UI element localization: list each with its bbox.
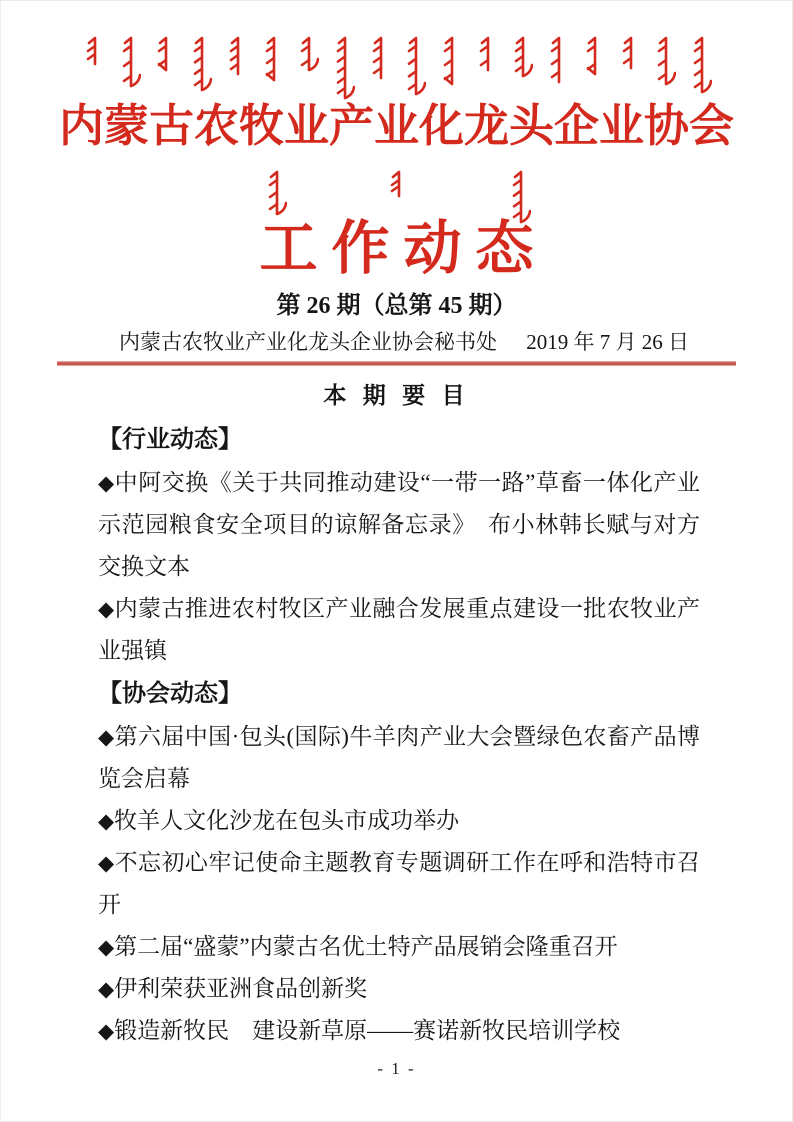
toc-item: [98, 800, 700, 842]
toc-item-text: 第二届“盛蒙”内蒙古名优土特产品展销会隆重召开: [114, 934, 618, 959]
toc-section-title-industry: 【行业动态】: [98, 426, 242, 453]
publisher-name: 内蒙古农牧业产业化龙头企业协会秘书处: [119, 330, 497, 354]
diamond-bullet-icon: ◆: [98, 809, 115, 833]
mongolian-script-icon: [188, 34, 212, 94]
toc-item: [98, 842, 700, 926]
diamond-bullet-icon: ◆: [98, 471, 115, 495]
toc-item: [98, 1010, 700, 1052]
toc-item-text: 第六届中国·包头(国际)牛羊肉产业大会暨绿色农畜产品博览会启幕: [98, 724, 700, 791]
diamond-bullet-icon: ◆: [98, 977, 115, 1001]
mongolian-script-icon: [331, 34, 355, 102]
mongolian-script-icon: [152, 34, 176, 74]
organization-title: 内蒙古农牧业产业化龙头企业协会: [58, 101, 734, 151]
mongolian-script-icon: [81, 34, 105, 68]
toc-item: [98, 462, 700, 588]
diamond-bullet-icon: ◆: [98, 1019, 115, 1043]
mongolian-script-icon: [581, 34, 605, 78]
mongolian-script-icon: [260, 34, 284, 84]
bulletin-title: 工作动态: [259, 216, 548, 281]
toc-body: [1, 408, 792, 1052]
toc-item-text: 不忘初心牢记使命主题教育专题调研工作在呼和浩特市召开: [98, 850, 701, 917]
toc-item: [98, 926, 700, 968]
mongolian-script-icon: [545, 34, 569, 86]
page-number: - 1 -: [377, 1059, 416, 1078]
mongolian-script-icon: [385, 168, 409, 200]
mongolian-script-icon: [224, 34, 248, 78]
toc-item-text: 锻造新牧民 建设新草原——赛诺新牧民培训学校: [114, 1018, 621, 1043]
toc-item-text: 伊利荣获亚洲食品创新奖: [114, 976, 368, 1001]
mongolian-script-icon: [474, 34, 498, 74]
toc-item-text: 内蒙古推进农村牧区产业融合发展重点建设一批农牧业产业强镇: [98, 596, 701, 663]
mongolian-script-icon: [688, 34, 712, 96]
mongolian-script-icon: [509, 34, 533, 80]
toc-heading: 本 期 要 目: [323, 382, 470, 408]
publisher-row: [1, 331, 792, 354]
mongolian-script-icon: [617, 34, 641, 72]
toc-section-title-association: 【协会动态】: [98, 680, 242, 707]
diamond-bullet-icon: ◆: [98, 597, 115, 621]
toc-item-text: 中阿交换《关于共同推动建设“一带一路”草畜一体化产业示范园粮食安全项目的谅解备忘录》 布小林韩长赋与对方交换文本: [98, 470, 700, 579]
toc-item: [98, 588, 700, 672]
issue-number: 第 26 期（总第 45 期）: [276, 293, 517, 319]
toc-item: [98, 968, 700, 1010]
toc-item-text: 牧羊人文化沙龙在包头市成功举办: [114, 808, 460, 833]
toc-item: [98, 716, 700, 800]
red-divider-rule: [57, 361, 736, 366]
mongolian-script-icon: [367, 34, 391, 82]
mongolian-script-icon: [263, 168, 287, 218]
mongolian-script-row-top: [81, 34, 712, 102]
publish-date: 2019 年 7 月 26 日: [526, 330, 689, 354]
diamond-bullet-icon: ◆: [98, 851, 115, 875]
diamond-bullet-icon: ◆: [98, 725, 115, 749]
mongolian-script-icon: [295, 34, 319, 74]
mongolian-script-icon: [402, 34, 426, 98]
diamond-bullet-icon: ◆: [98, 935, 115, 959]
mongolian-script-icon: [117, 34, 141, 90]
mongolian-script-icon: [438, 34, 462, 88]
mongolian-script-icon: [652, 34, 676, 88]
